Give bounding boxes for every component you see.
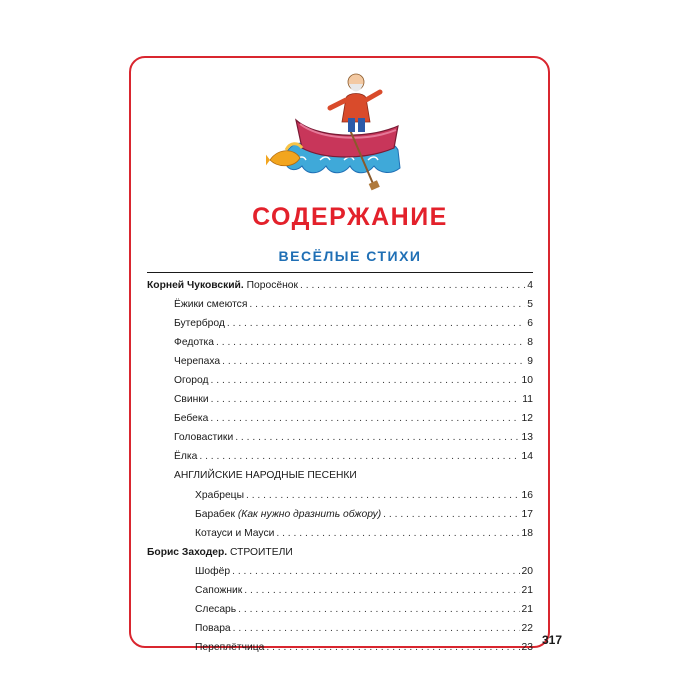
toc-entry-title	[195, 600, 236, 619]
toc-label: Головастики	[174, 432, 234, 444]
toc-entry	[147, 638, 533, 657]
divider	[147, 272, 533, 273]
dot-leader	[235, 428, 519, 447]
toc-label: Ёлка	[174, 451, 198, 463]
toc-label: Барабек	[195, 508, 235, 520]
toc-page-number: 4	[527, 280, 533, 291]
toc-entry	[147, 543, 533, 562]
toc-label: Бутерброд	[174, 318, 225, 330]
toc-entry-title	[195, 524, 274, 543]
dot-leader	[244, 581, 519, 600]
toc-page-number: 18	[521, 527, 533, 539]
toc-label: Повара	[195, 622, 231, 634]
toc-entry-title	[174, 371, 209, 390]
toc-entry	[147, 447, 533, 466]
toc-entry	[147, 295, 533, 314]
toc-entry	[147, 581, 533, 600]
toc-entry	[147, 314, 533, 333]
toc-page-number: 21	[521, 603, 533, 615]
toc-entry	[147, 409, 533, 428]
toc-author: Борис Заходер.	[147, 546, 228, 558]
illustration-boat-fisherman	[266, 68, 416, 198]
toc-entry-title	[174, 409, 208, 428]
toc-page-number: 10	[521, 375, 533, 387]
toc-entry	[147, 352, 533, 371]
toc-entry-title	[174, 314, 225, 333]
dot-leader	[210, 409, 519, 428]
toc-label: Черепаха	[174, 356, 221, 368]
toc-page-number: 5	[527, 299, 533, 311]
toc-entry	[147, 466, 533, 485]
toc-page-number: 11	[522, 394, 533, 406]
toc-page-number: 9	[527, 356, 533, 368]
dot-leader	[238, 600, 519, 619]
toc-label: Ёжики смеются	[174, 299, 248, 311]
dot-leader	[233, 619, 520, 638]
toc-entry-title	[174, 390, 209, 409]
toc-entry-title	[174, 428, 233, 447]
toc-entry-title	[195, 638, 264, 657]
dot-leader	[276, 524, 519, 543]
toc-label: АНГЛИЙСКИЕ НАРОДНЫЕ ПЕСЕНКИ	[174, 470, 357, 482]
dot-leader	[211, 371, 520, 390]
toc-entry-title	[147, 276, 298, 295]
dot-leader	[199, 447, 519, 466]
dot-leader	[300, 276, 525, 295]
toc-entry	[147, 619, 533, 638]
toc-label: Шофёр	[195, 565, 231, 577]
toc-label: Слесарь	[195, 603, 237, 615]
toc-label: Переплётчица	[195, 641, 265, 653]
page-title: СОДЕРЖАНИЕ	[252, 203, 448, 231]
toc-page-number: 14	[521, 451, 533, 463]
toc-entry-title	[195, 619, 231, 638]
toc-page-number: 20	[521, 565, 533, 577]
toc-entry-title	[195, 486, 244, 505]
toc-page-number: 13	[521, 432, 533, 444]
toc-label: Поросёнок	[246, 280, 298, 291]
toc-page-number: 6	[527, 318, 533, 330]
dot-leader	[222, 352, 525, 371]
toc-label: Огород	[174, 375, 209, 387]
toc-entry-title	[174, 447, 197, 466]
toc-entry-title	[174, 333, 214, 352]
dot-leader	[383, 505, 519, 524]
toc-entry	[147, 600, 533, 619]
section-heading: ВЕСЁЛЫЕ СТИХИ	[278, 248, 422, 264]
toc-page-number: 8	[527, 337, 533, 349]
dot-leader	[249, 295, 525, 314]
toc-page-number: 16	[521, 489, 533, 501]
dot-leader	[211, 390, 521, 409]
toc-entry	[147, 562, 533, 581]
toc-label: СТРОИТЕЛИ	[230, 546, 293, 558]
toc-page-number: 21	[521, 584, 533, 596]
toc-entry-title	[195, 581, 242, 600]
toc-label: Котауси и Мауси	[195, 527, 275, 539]
dot-leader	[266, 638, 519, 657]
toc-entry-title	[195, 562, 230, 581]
toc-note: (Как нужно дразнить обжору)	[237, 508, 382, 520]
toc-entry-title	[174, 466, 357, 485]
toc-label: Сапожник	[195, 584, 243, 596]
toc-entry	[147, 390, 533, 409]
toc-entry	[147, 276, 533, 295]
toc-entry	[147, 333, 533, 352]
toc-label: Свинки	[174, 394, 209, 406]
toc-entry-title	[174, 295, 247, 314]
dot-leader	[246, 486, 520, 505]
dot-leader	[227, 314, 525, 333]
toc-entry-title	[147, 543, 293, 562]
toc-entry	[147, 524, 533, 543]
toc-page-number: 12	[521, 413, 533, 425]
toc-page-number: 23	[521, 641, 533, 653]
toc-entry	[147, 486, 533, 505]
dot-leader	[216, 333, 525, 352]
toc-entry	[147, 371, 533, 390]
toc-entry	[147, 505, 533, 524]
toc-label: Федотка	[174, 337, 215, 349]
toc-entry	[147, 428, 533, 447]
toc-label: Бебека	[174, 413, 209, 425]
page-number: 317	[542, 633, 563, 647]
toc-entry-title	[195, 505, 381, 524]
toc-entry-title	[174, 352, 220, 371]
toc-page-number: 17	[521, 508, 533, 520]
toc-page-number: 22	[521, 622, 533, 634]
dot-leader	[232, 562, 519, 581]
toc-label: Храбрецы	[195, 489, 244, 501]
toc-author: Корней Чуковский.	[147, 280, 244, 291]
table-of-contents	[147, 276, 533, 657]
